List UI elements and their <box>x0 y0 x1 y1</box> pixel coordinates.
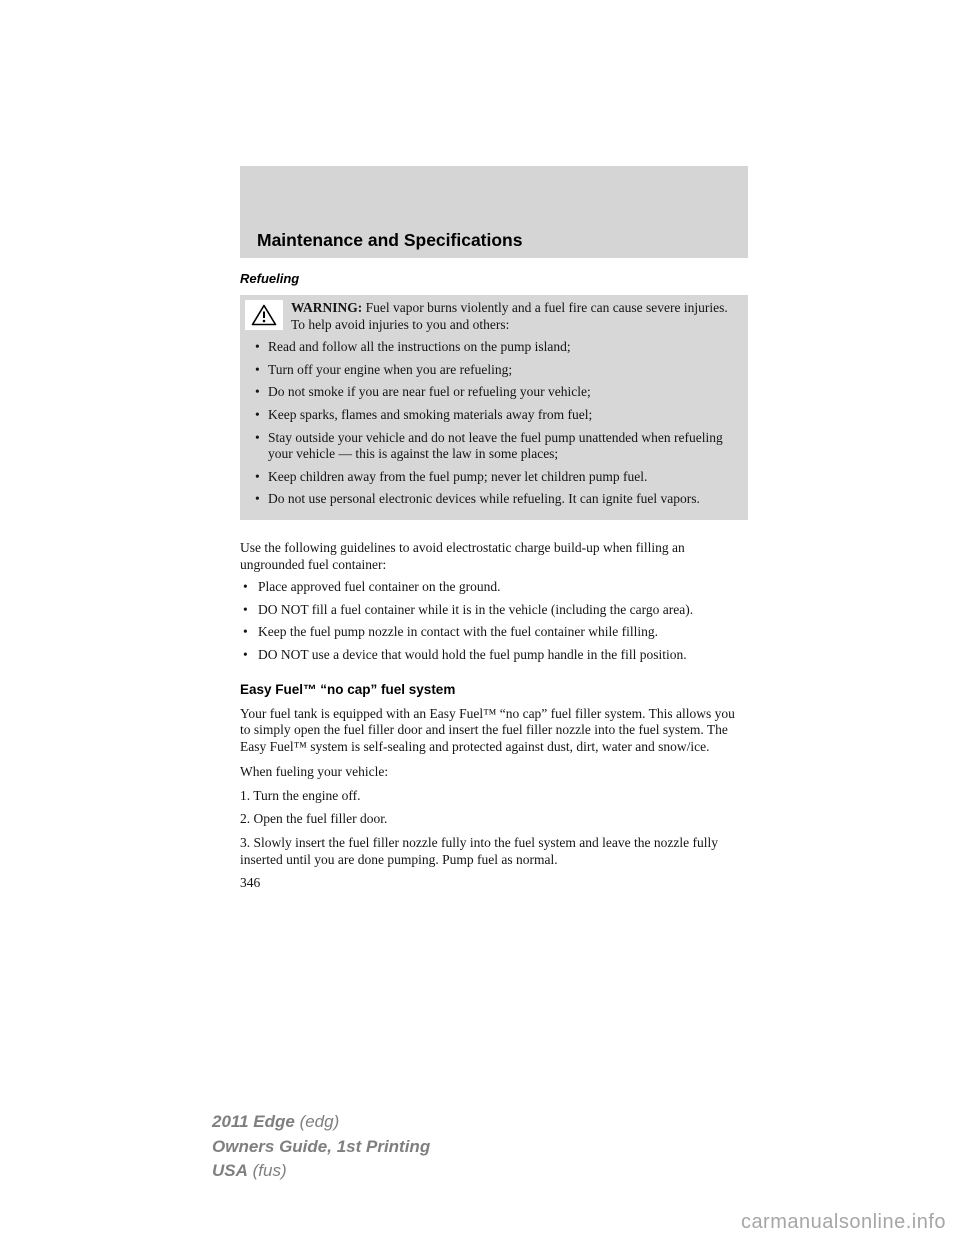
warning-item: • Turn off your engine when you are refueling; <box>245 362 739 379</box>
warning-icon <box>245 300 283 330</box>
warning-item: • Keep children away from the fuel pump; never let children pump fuel. <box>245 469 739 486</box>
page-content-column <box>240 166 748 892</box>
chapter-header-band <box>240 166 748 258</box>
footer-edition-code: (edg) <box>294 1112 340 1131</box>
guideline-item: • DO NOT use a device that would hold the fuel pump handle in the fill position. <box>240 647 748 664</box>
warning-item: • Stay outside your vehicle and do not leave the fuel pump unattended when refueling your vehicle — this is against the law in some places; <box>245 430 739 463</box>
print-footer <box>212 1110 430 1184</box>
warning-item: • Do not smoke if you are near fuel or refueling your vehicle; <box>245 384 739 401</box>
easy-fuel-paragraph: Your fuel tank is equipped with an Easy Fuel™ “no cap” fuel filler system. This allows you to simply open the fuel filler door and insert the fuel filler nozzle into the fuel system. The Easy Fuel™ system is self-sealing and protected against dust, dirt, water and snow/ice. <box>240 705 735 754</box>
footer-line-2: Owners Guide, 1st Printing <box>212 1136 431 1156</box>
warning-intro <box>291 300 739 333</box>
page-number: 346 <box>240 875 261 891</box>
fueling-step-2: 2. Open the fuel filler door. <box>240 811 388 827</box>
warning-box <box>240 295 748 520</box>
warning-bullet-list <box>245 339 739 508</box>
chapter-title: Maintenance and Specifications <box>257 230 523 250</box>
footer-line-1 <box>212 1110 430 1135</box>
fueling-step-1: 1. Turn the engine off. <box>240 787 361 803</box>
easy-fuel-heading: Easy Fuel™ “no cap” fuel system <box>240 681 456 697</box>
fueling-step-3: 3. Slowly insert the fuel filler nozzle fully into the fuel system and leave the nozzle fully inserted until you are done pumping. Pump fuel as normal. <box>240 835 718 867</box>
guidelines-intro: Use the following guidelines to avoid electrostatic charge build-up when filling an ungrounded fuel container: <box>240 539 685 572</box>
footer-region: USA <box>212 1161 248 1180</box>
guideline-item: • Keep the fuel pump nozzle in contact with the fuel container while filling. <box>240 624 748 641</box>
warning-label: WARNING: <box>291 300 363 315</box>
warning-header <box>245 300 739 333</box>
warning-intro-text: Fuel vapor burns violently and a fuel fire can cause severe injuries. To help avoid injuries to you and others: <box>291 300 728 332</box>
guideline-item: • DO NOT fill a fuel container while it is in the vehicle (including the cargo area). <box>240 602 748 619</box>
warning-item: • Keep sparks, flames and smoking materials away from fuel; <box>245 407 739 424</box>
footer-edition: 2011 Edge <box>212 1112 295 1131</box>
fueling-intro: When fueling your vehicle: <box>240 764 389 780</box>
footer-line-3 <box>212 1159 430 1184</box>
guideline-item: • Place approved fuel container on the ground. <box>240 579 748 596</box>
warning-item: • Do not use personal electronic devices while refueling. It can ignite fuel vapors. <box>245 491 739 508</box>
watermark: carmanualsonline.info <box>740 1211 946 1233</box>
refueling-heading: Refueling <box>240 271 300 286</box>
warning-item: • Read and follow all the instructions on the pump island; <box>245 339 739 356</box>
footer-region-code: (fus) <box>247 1161 287 1180</box>
guidelines-bullet-list <box>240 579 748 663</box>
